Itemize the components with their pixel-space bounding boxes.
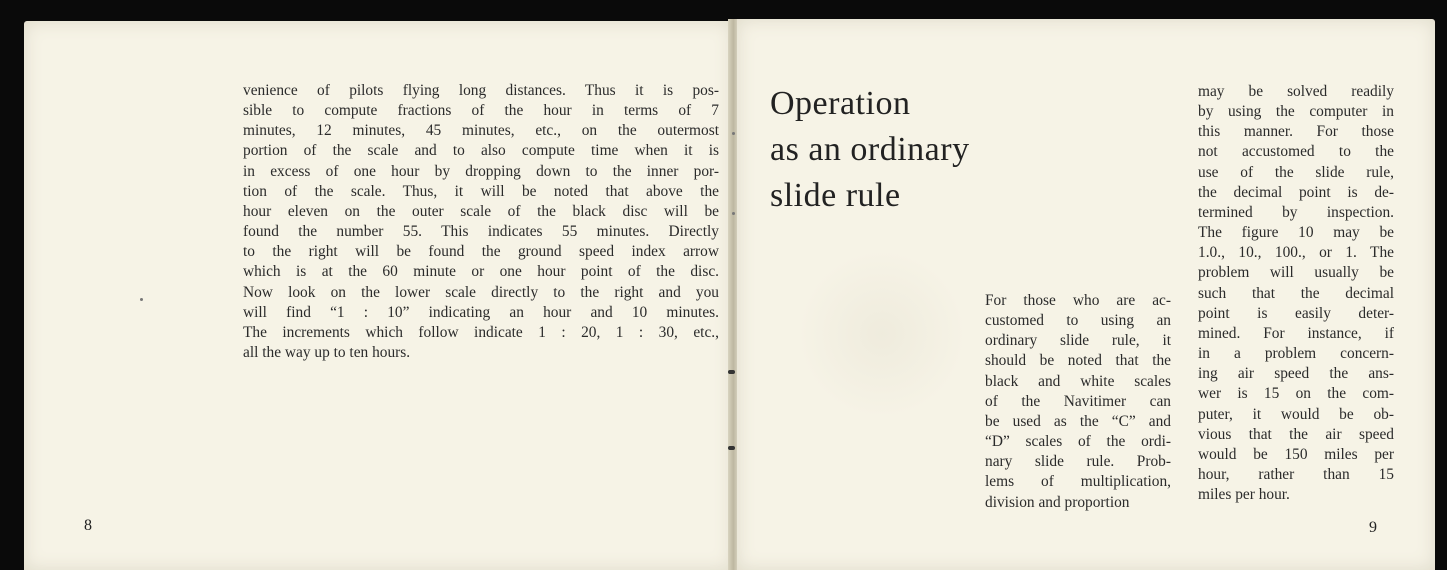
paragraph-line: lems of multiplication, — [985, 473, 1171, 491]
paragraph-line: to the right will be found the ground speed index arrow — [243, 243, 719, 261]
binding-hole — [732, 132, 735, 135]
staple-mark — [728, 446, 735, 450]
paragraph-line: termined by inspection. — [1198, 203, 1394, 221]
paragraph-line: would be 150 miles per — [1198, 445, 1394, 463]
heading-line-1: Operation — [770, 85, 911, 122]
paragraph-line: customed to using an — [985, 312, 1171, 330]
paragraph-line: of the Navitimer can — [985, 392, 1171, 410]
paragraph-line: 1.0., 10., 100., or 1. The — [1198, 244, 1394, 262]
paragraph-line: minutes, 12 minutes, 45 minutes, etc., on the outermost — [243, 122, 719, 140]
right-page — [737, 19, 1435, 570]
binding-hole — [732, 212, 735, 215]
staple-mark — [728, 370, 735, 374]
paragraph-line: venience of pilots flying long distances. Thus it is pos- — [243, 82, 719, 99]
section-heading — [770, 81, 970, 219]
paragraph-line: will find “1 : 10” indicating an hour and 10 minutes. — [243, 303, 719, 321]
paragraph-line: found the number 55. This indicates 55 minutes. Directly — [243, 223, 719, 241]
middle-column-text — [985, 291, 1171, 513]
paragraph-line: “D” scales of the ordi- — [985, 433, 1171, 451]
show-through-circle — [797, 249, 967, 419]
right-column-text — [1198, 82, 1394, 505]
paragraph-line: the decimal point is de- — [1198, 183, 1394, 201]
paragraph-line: For those who are ac- — [985, 292, 1171, 309]
paragraph-line: ordinary slide rule, it — [985, 332, 1171, 350]
paragraph-line: use of the slide rule, — [1198, 163, 1394, 181]
paragraph-line: not accustomed to the — [1198, 143, 1394, 161]
paper-speck — [140, 298, 143, 301]
paragraph-line: Now look on the lower scale directly to the right and you — [243, 283, 719, 301]
paragraph-line: such that the decimal — [1198, 284, 1394, 302]
paragraph-line: in excess of one hour by dropping down to the inner por- — [243, 162, 719, 180]
page-number-left: 8 — [84, 517, 92, 534]
paragraph-line: problem will usually be — [1198, 264, 1394, 282]
left-page — [24, 21, 732, 570]
paragraph-line: vious that the air speed — [1198, 425, 1394, 443]
paragraph-line: The figure 10 may be — [1198, 224, 1394, 242]
paragraph-line: puter, it would be ob- — [1198, 405, 1394, 423]
paragraph-line: sible to compute fractions of the hour in terms of 7 — [243, 102, 719, 120]
paragraph-line: should be noted that the — [985, 352, 1171, 370]
paragraph-line: in a problem concern- — [1198, 345, 1394, 363]
paragraph-line: be used as the “C” and — [985, 412, 1171, 430]
paragraph-line: black and white scales — [985, 372, 1171, 390]
left-page-paragraph — [243, 81, 719, 363]
paragraph-line: nary slide rule. Prob- — [985, 453, 1171, 471]
paragraph-line: mined. For instance, if — [1198, 324, 1394, 342]
paragraph-line: division and proportion — [985, 493, 1130, 511]
paragraph-line: by using the computer in — [1198, 103, 1394, 121]
paragraph-line: hour eleven on the outer scale of the black disc will be — [243, 202, 719, 220]
paragraph-line: hour, rather than 15 — [1198, 465, 1394, 483]
paragraph-line: miles per hour. — [1198, 486, 1290, 504]
paragraph-line: which is at the 60 minute or one hour point of the disc. — [243, 263, 719, 281]
paragraph-line: may be solved readily — [1198, 83, 1394, 100]
heading-line-3: slide rule — [770, 177, 901, 214]
paragraph-line: point is easily deter- — [1198, 304, 1394, 322]
paragraph-line: portion of the scale and to also compute time when it is — [243, 142, 719, 160]
paragraph-line: ing air speed the ans- — [1198, 365, 1394, 383]
page-number-right: 9 — [1369, 519, 1377, 536]
paragraph-line: all the way up to ten hours. — [243, 344, 411, 362]
heading-line-2: as an ordinary — [770, 131, 970, 168]
paragraph-line: wer is 15 on the com- — [1198, 385, 1394, 403]
paragraph-line: this manner. For those — [1198, 123, 1394, 141]
paragraph-line: tion of the scale. Thus, it will be noted that above the — [243, 182, 719, 200]
paragraph-line: The increments which follow indicate 1 : 20, 1 : 30, etc., — [243, 323, 719, 341]
